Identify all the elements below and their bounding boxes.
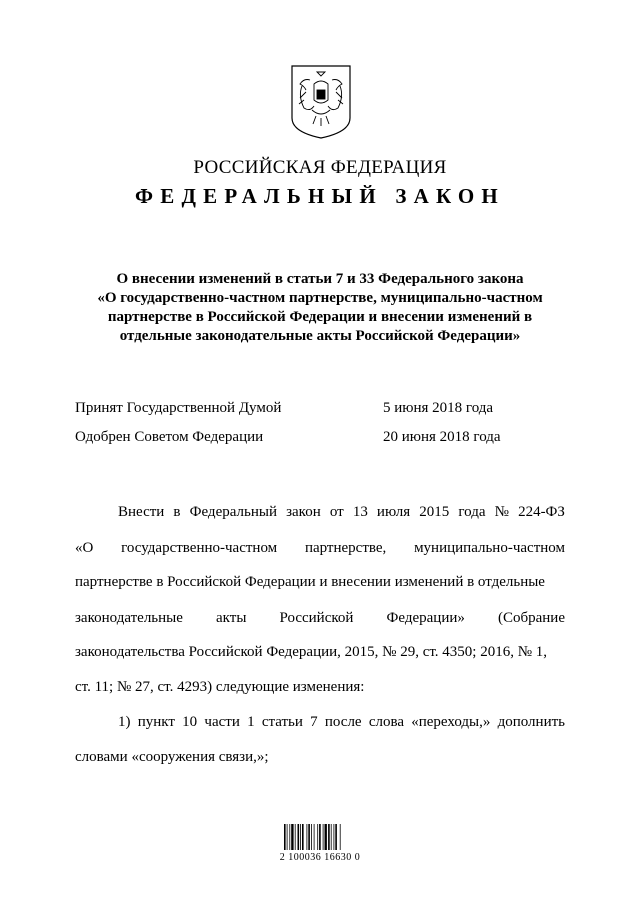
word: №: [494, 504, 509, 520]
body-line: [75, 610, 565, 627]
word: статьи: [261, 714, 303, 730]
word: «О: [75, 540, 94, 556]
barcode-bar: [295, 824, 296, 850]
barcode-bar: [284, 824, 286, 850]
barcode-bar: [328, 824, 330, 850]
word: в: [173, 504, 181, 520]
word: (Собрание: [497, 610, 565, 626]
body-line: [118, 714, 565, 731]
council-approval-date: 20 июня 2018 года: [383, 429, 501, 445]
coat-of-arms-icon: [288, 62, 354, 140]
word: июля: [376, 504, 411, 520]
word: закон: [286, 504, 321, 520]
word: партнерстве,: [304, 540, 387, 556]
duma-adoption-date: 5 июня 2018 года: [383, 400, 494, 416]
word: после: [324, 714, 362, 730]
barcode-bar: [287, 824, 288, 850]
word: 13: [352, 504, 368, 520]
word: слова: [368, 714, 405, 730]
barcode-bar: [291, 824, 293, 850]
barcode-bar: [300, 824, 301, 850]
barcode-bar: [308, 824, 310, 850]
title-line: «О государственно-частном партнерстве, муниципально-частном: [97, 290, 543, 306]
word: 224-ФЗ: [518, 504, 565, 520]
title-line: отдельные законодательные акты Российской Федерации»: [119, 328, 521, 344]
word: муниципально-частном: [414, 540, 565, 556]
barcode-icon: [283, 818, 357, 856]
word: Федерации»: [386, 610, 465, 626]
word: «переходы,»: [411, 714, 491, 730]
barcode-bar: [314, 824, 315, 850]
word: 7: [310, 714, 318, 730]
word: Федеральный: [189, 504, 277, 520]
barcode-bar: [302, 824, 304, 850]
word: государственно-частном: [121, 540, 278, 556]
body-line: партнерстве в Российской Федерации и внесении изменений в отдельные: [75, 574, 545, 590]
word: акты: [216, 610, 247, 626]
barcode-number: 2 100036 16630 0: [279, 852, 361, 863]
barcode-bar: [340, 824, 341, 850]
barcode-bar: [323, 824, 324, 850]
duma-adoption-label: Принят Государственной Думой: [75, 400, 282, 416]
word: 1): [118, 714, 131, 730]
barcode-bar: [289, 824, 290, 850]
word: 1: [247, 714, 255, 730]
law-title: [60, 270, 580, 346]
word: Российской: [279, 610, 354, 626]
word: Внести: [118, 504, 165, 520]
barcode-bar: [334, 824, 335, 850]
body-line: законодательства Российской Федерации, 2015, № 29, ст. 4350; 2016, № 1,: [75, 644, 548, 660]
word: пункт: [137, 714, 175, 730]
word: дополнить: [497, 714, 565, 730]
council-approval-label: Одобрен Советом Федерации: [75, 429, 264, 445]
barcode-bar: [307, 824, 308, 850]
barcode-bar: [298, 824, 300, 850]
document-type: ФЕДЕРАЛЬНЫЙ ЗАКОН: [135, 184, 505, 208]
title-line: О внесении изменений в статьи 7 и 33 Федерального закона: [116, 271, 524, 287]
barcode-bar: [317, 824, 318, 850]
word: 2015: [419, 504, 450, 520]
word: 10: [182, 714, 198, 730]
body-line: [75, 540, 565, 557]
barcode-bar: [331, 824, 332, 850]
barcode-bar: [311, 824, 312, 850]
body-line: [118, 504, 565, 521]
word: от: [329, 504, 344, 520]
word: части: [204, 714, 240, 730]
barcode-bar: [325, 824, 327, 850]
body-line: словами «сооружения связи,»;: [75, 749, 269, 765]
word: законодательные: [75, 610, 183, 626]
country-name: РОССИЙСКАЯ ФЕДЕРАЦИЯ: [193, 157, 447, 178]
word: года: [458, 504, 486, 520]
barcode-bar: [335, 824, 337, 850]
barcode-bar: [319, 824, 321, 850]
title-line: партнерстве в Российской Федерации и внесении изменений в: [107, 309, 533, 325]
body-line: ст. 11; № 27, ст. 4293) следующие изменения:: [75, 679, 365, 695]
